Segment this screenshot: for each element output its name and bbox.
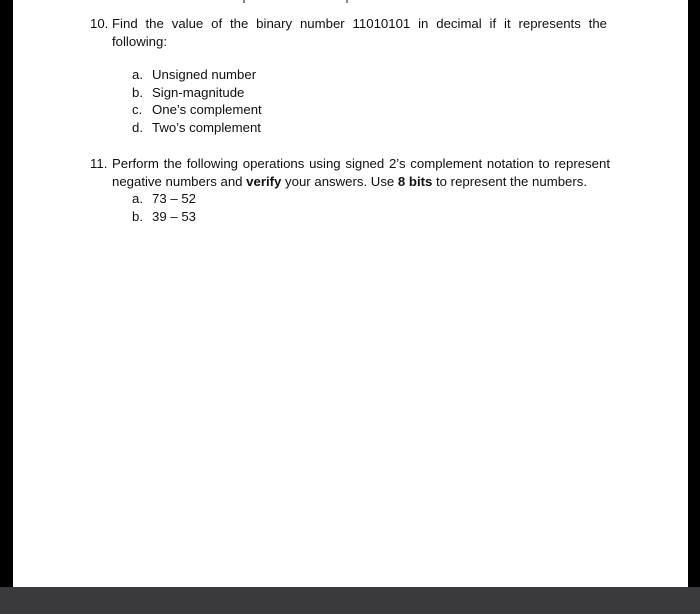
page-edge-mark [243, 0, 245, 3]
item-text: 39 – 53 [152, 208, 196, 224]
list-item [90, 101, 607, 119]
question-text-segment: your answers. Use [281, 173, 398, 189]
bottom-toolbar [0, 587, 700, 614]
question-text-segment: to represent the numbers. [432, 173, 588, 189]
page-edge-mark [346, 0, 348, 3]
item-letter: a. [132, 191, 143, 206]
item-text: 73 – 52 [152, 191, 196, 206]
question-text [112, 15, 607, 50]
question-number: 11. [90, 156, 108, 171]
question-10 [90, 15, 607, 136]
emphasis-bits: 8 bits [397, 173, 433, 189]
list-item [90, 208, 610, 226]
question-text-segment: negative numbers and [112, 173, 247, 189]
item-text: Sign-magnitude [152, 84, 245, 100]
question-text [112, 155, 610, 190]
list-item [90, 66, 607, 84]
question-number: 10. [90, 16, 109, 31]
list-item [90, 119, 607, 137]
item-text: One’s complement [152, 102, 262, 117]
question-text-line: Perform the following operations using signed 2’s complement notation to represent [112, 156, 610, 171]
item-letter: b. [132, 208, 143, 224]
question-text-line: following: [112, 33, 167, 49]
sub-question-list [90, 66, 607, 136]
item-text: Two’s complement [152, 119, 261, 135]
list-item [90, 84, 607, 102]
question-10-prompt [90, 15, 607, 50]
item-letter: c. [132, 102, 143, 117]
question-11 [90, 155, 610, 225]
item-letter: d. [132, 119, 143, 135]
emphasis-verify: verify [246, 173, 282, 189]
question-text-line [112, 174, 587, 189]
list-item [90, 190, 610, 208]
sub-question-list [90, 190, 610, 225]
item-text: Unsigned number [152, 67, 257, 82]
item-letter: a. [132, 67, 143, 82]
question-11-prompt [90, 155, 610, 190]
question-text-line: Find the value of the binary number 11010101 in decimal if it represents the [112, 16, 607, 31]
document-page [13, 0, 688, 587]
item-letter: b. [132, 84, 143, 100]
